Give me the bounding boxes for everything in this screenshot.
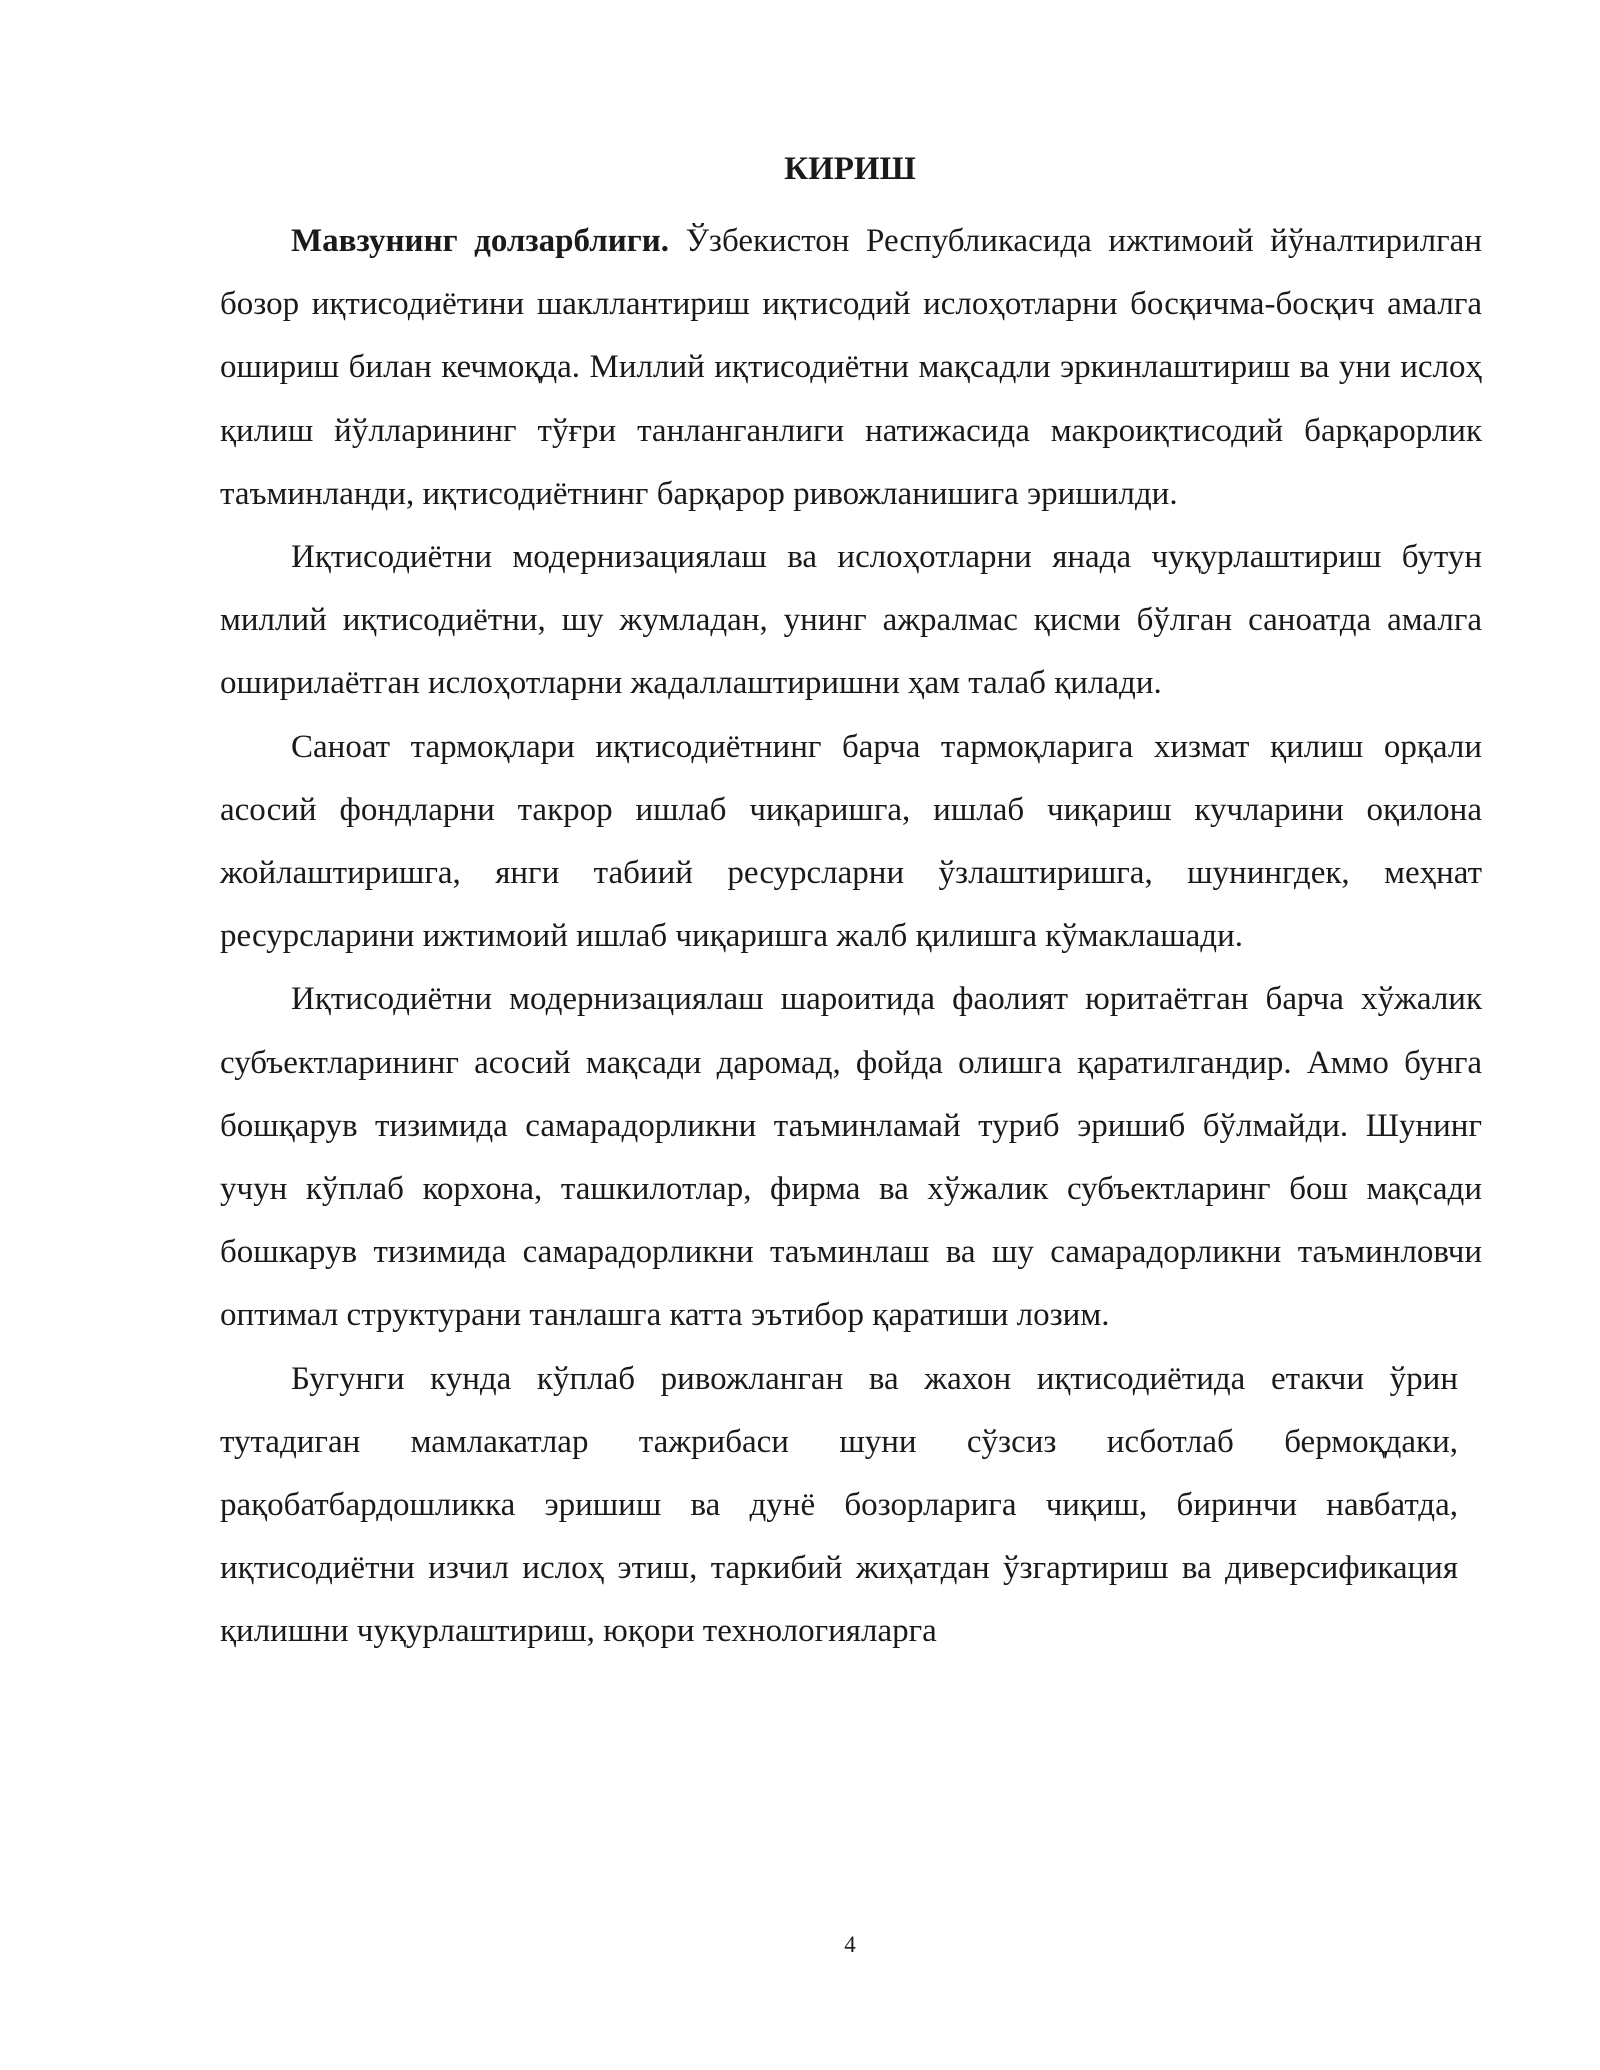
paragraph-text: Ўзбекистон Республикасида ижтимоий йўналтирилган бозор иқтисодиётини шакллантириш иқтисодий ислоҳотларни босқичма-босқич амалга ошириш билан кечмоқда. Миллий иқтисодиётни мақсадли эркинлаштириш ва уни ислоҳ қилиш йўлларининг тўғри танланганлиги натижасида макроиқтисодий барқарорлик таъминланди, иқтисодиётнинг барқарор ривожланишига эришилди. bbox=[220, 223, 1482, 512]
paragraph-modernization: Иқтисодиётни модернизациялаш ва ислоҳотларни янада чуқурлаштириш бутун миллий иқтисодиётни, шу жумладан, унинг ажралмас қисми бўлган саноатда амалга оширилаётган ислоҳотларни жадаллаштиришни ҳам талаб қилади. bbox=[220, 539, 1482, 702]
paragraph-lead-title: Мавзунинг долзарблиги. bbox=[291, 223, 669, 259]
body-text bbox=[220, 210, 1482, 1664]
section-heading: КИРИШ bbox=[784, 151, 916, 187]
paragraph-developed-countries: Бугунги кунда кўплаб ривожланган ва жахон иқтисодиётида етакчи ўрин тутадиган мамлакатлар тажрибаси шуни сўзсиз исботлаб бермоқдаки, рақобатбардошликка эришиш ва дунё бозорларига чиқиш, биринчи навбатда, иқтисодиётни изчил ислоҳ этиш, таркибий жиҳатдан ўзгартириш ва диверсификация қилишни чуқурлаштириш, юқори технологияларга bbox=[220, 1360, 1458, 1650]
paragraph-business-entities: Иқтисодиётни модернизациялаш шароитида фаолият юритаётган барча хўжалик субъектларининг асосий мақсади даромад, фойда олишга қаратилгандир. Аммо бунга бошқарув тизимида самарадорликни таъминламай туриб эришиб бўлмайди. Шунинг учун кўплаб корхона, ташкилотлар, фирма ва хўжалик субъектларинг бош мақсади бошкарув тизимида самарадорликни таъминлаш ва шу самарадорликни таъминловчи оптимал структурани танлашга катта эътибор қаратиши лозим. bbox=[220, 981, 1482, 1334]
page-number: 4 bbox=[844, 1932, 856, 1957]
paragraph-relevance bbox=[220, 210, 1482, 526]
paragraph-industry-sectors: Саноат тармоқлари иқтисодиётнинг барча тармоқларига хизмат қилиш орқали асосий фондларни такрор ишлаб чиқаришга, ишлаб чиқариш кучларини оқилона жойлаштиришга, янги табиий ресурсларни ўзлаштиришга, шунингдек, меҳнат ресурсларини ижтимоий ишлаб чиқаришга жалб қилишга кўмаклашади. bbox=[220, 728, 1482, 955]
